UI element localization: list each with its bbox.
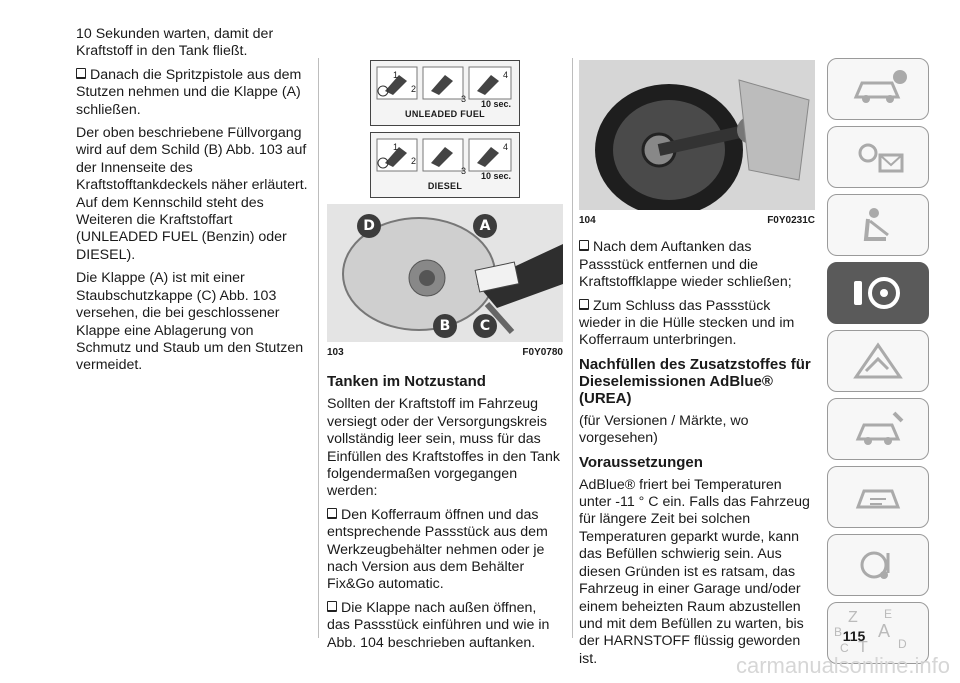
- marker-a: A: [473, 214, 497, 238]
- step-number: 4: [503, 70, 509, 80]
- bullet-text: Nach dem Auftanken das Passstück entfernen und die Kraftstoffklappe wieder schließen;: [579, 239, 792, 291]
- marker-d: D: [357, 214, 381, 238]
- bullet-item: [579, 298, 815, 350]
- index-letter: B: [834, 625, 843, 639]
- step-number: 1: [393, 142, 399, 152]
- tab-technical-data[interactable]: [827, 466, 929, 528]
- fuel-type-label: UNLEADED FUEL: [405, 108, 485, 119]
- bullet-icon: [579, 299, 589, 310]
- fuel-label-diesel: [370, 132, 520, 198]
- bullet-text: Den Kofferraum öffnen und das entsprechende Passstück aus dem Werkzeugbehälter nehmen oder je nach Version aus dem Behälter Fix&Go automatic.: [327, 506, 548, 593]
- bullet-item: [327, 507, 563, 594]
- step-number: 3: [461, 166, 467, 176]
- bullet-item: [76, 67, 312, 119]
- chapter-tabs: [827, 58, 933, 670]
- index-letter: T: [858, 639, 868, 656]
- paragraph: AdBlue® friert bei Temperaturen unter -11 ° C ein. Falls das Fahrzeug für längere Zeit bei solchen Temperaturen geparkt wurde, kann das Befüllen schwierig sein. Aus diesen Gründen ist es ratsam, das Fahrzeug in einer Garage und/oder einem beheizten Raum abzustellen und mit dem Befüllen zu warten, bis der HARNSTOFF flüssig geworden ist.: [579, 476, 810, 667]
- step-number: 2: [411, 156, 417, 166]
- paragraph: (für Versionen / Märkte, wo vorgesehen): [579, 412, 749, 447]
- subsection-heading: Voraussetzungen: [579, 453, 703, 471]
- maintenance-icon: [848, 409, 908, 449]
- section-heading: Nachfüllen des Zusatzstoffes für Dieselemissionen AdBlue® (UREA): [579, 355, 811, 407]
- text-column-1: [76, 26, 312, 381]
- text-column-3: [579, 60, 815, 674]
- fuel-label-unleaded: [370, 60, 520, 126]
- section-heading: Tanken im Notzustand: [327, 373, 486, 391]
- fuel-door-photo: [327, 204, 563, 342]
- seat-safety-icon: [848, 205, 908, 245]
- figure-caption: [327, 344, 563, 361]
- figure-code: F0Y0780: [522, 347, 563, 358]
- bullet-text: Die Klappe nach außen öffnen, das Passstück einführen und wie in Abb. 104 beschrieben auftanken.: [327, 599, 550, 651]
- bullet-item: [327, 600, 563, 652]
- technical-data-icon: [848, 477, 908, 517]
- car-info-icon: [848, 69, 908, 109]
- adapter-photo: [579, 60, 815, 210]
- text-column-2: [327, 60, 563, 658]
- marker-c: C: [473, 314, 497, 338]
- step-number: 2: [411, 84, 417, 94]
- index-letter: A: [878, 621, 891, 641]
- paragraph: Sollten der Kraftstoff im Fahrzeug versiegt oder der Versorgungskreis vollständig leer sein, muss für das Einfüllen des Kraftstoffes in den Tank folgendermaßen vorgegangen werden:: [327, 396, 560, 500]
- figure-104: [579, 60, 815, 229]
- wait-time-label: 10 sec.: [480, 171, 511, 181]
- bullet-text: Danach die Spritzpistole aus dem Stutzen nehmen und die Klappe (A) schließen.: [76, 66, 302, 118]
- tab-emergency[interactable]: [827, 330, 929, 392]
- marker-b: B: [433, 314, 457, 338]
- paragraph: 10 Sekunden warten, damit der Kraftstoff in den Tank fließt.: [76, 26, 274, 60]
- bullet-icon: [579, 240, 589, 251]
- tab-seat-safety[interactable]: [827, 194, 929, 256]
- step-number: 1: [393, 70, 399, 80]
- index-letter: C: [840, 641, 849, 655]
- figure-number: 104: [579, 215, 596, 226]
- tab-multimedia[interactable]: [827, 534, 929, 596]
- tab-key-steering[interactable]: [827, 262, 929, 324]
- page-number: 115: [842, 628, 866, 644]
- column-divider: [572, 58, 573, 638]
- step-number: 4: [503, 142, 509, 152]
- bullet-text: Zum Schluss das Passstück wieder in die Hülle stecken und im Kofferraum unterbringen.: [579, 297, 795, 349]
- multimedia-icon: [848, 545, 908, 585]
- paragraph: Die Klappe (A) ist mit einer Staubschutzkappe (C) Abb. 103 versehen, die bei geschlossener Klappe eine Ablagerung von Schmutz und Staub um den Stutzen vermeidet.: [76, 270, 304, 374]
- paragraph: Der oben beschriebene Füllvorgang wird auf dem Schild (B) Abb. 103 auf der Innenseite des Kraftstofftankdeckels näher erläutert. Auf dem Kennschild steht des Weiteren die Kraftstoffart (UNLEADED FUEL (Benzin) oder DIESEL).: [76, 125, 308, 263]
- tab-maintenance[interactable]: [827, 398, 929, 460]
- index-letter: E: [884, 607, 893, 621]
- tab-warning-lights[interactable]: [827, 126, 929, 188]
- bullet-icon: [76, 68, 86, 79]
- wait-time-label: 10 sec.: [480, 99, 511, 109]
- index-letter: D: [898, 637, 907, 651]
- warning-lights-icon: [848, 137, 908, 177]
- figure-caption: [579, 212, 815, 229]
- key-steering-icon: [848, 273, 908, 313]
- figure-code: F0Y0231C: [767, 215, 815, 226]
- figure-number: 103: [327, 347, 344, 358]
- figure-103: [327, 60, 563, 361]
- bullet-item: [579, 239, 815, 291]
- bullet-icon: [327, 508, 337, 519]
- fuel-type-label: DIESEL: [427, 180, 463, 191]
- watermark: carmanualsonline.info: [735, 653, 950, 678]
- tab-car-info[interactable]: [827, 58, 929, 120]
- bullet-icon: [327, 601, 337, 612]
- fuel-adapter-illustration: [579, 60, 815, 210]
- index-letter: Z: [848, 609, 858, 626]
- step-number: 3: [461, 94, 467, 104]
- column-divider: [318, 58, 319, 638]
- emergency-icon: [848, 341, 908, 381]
